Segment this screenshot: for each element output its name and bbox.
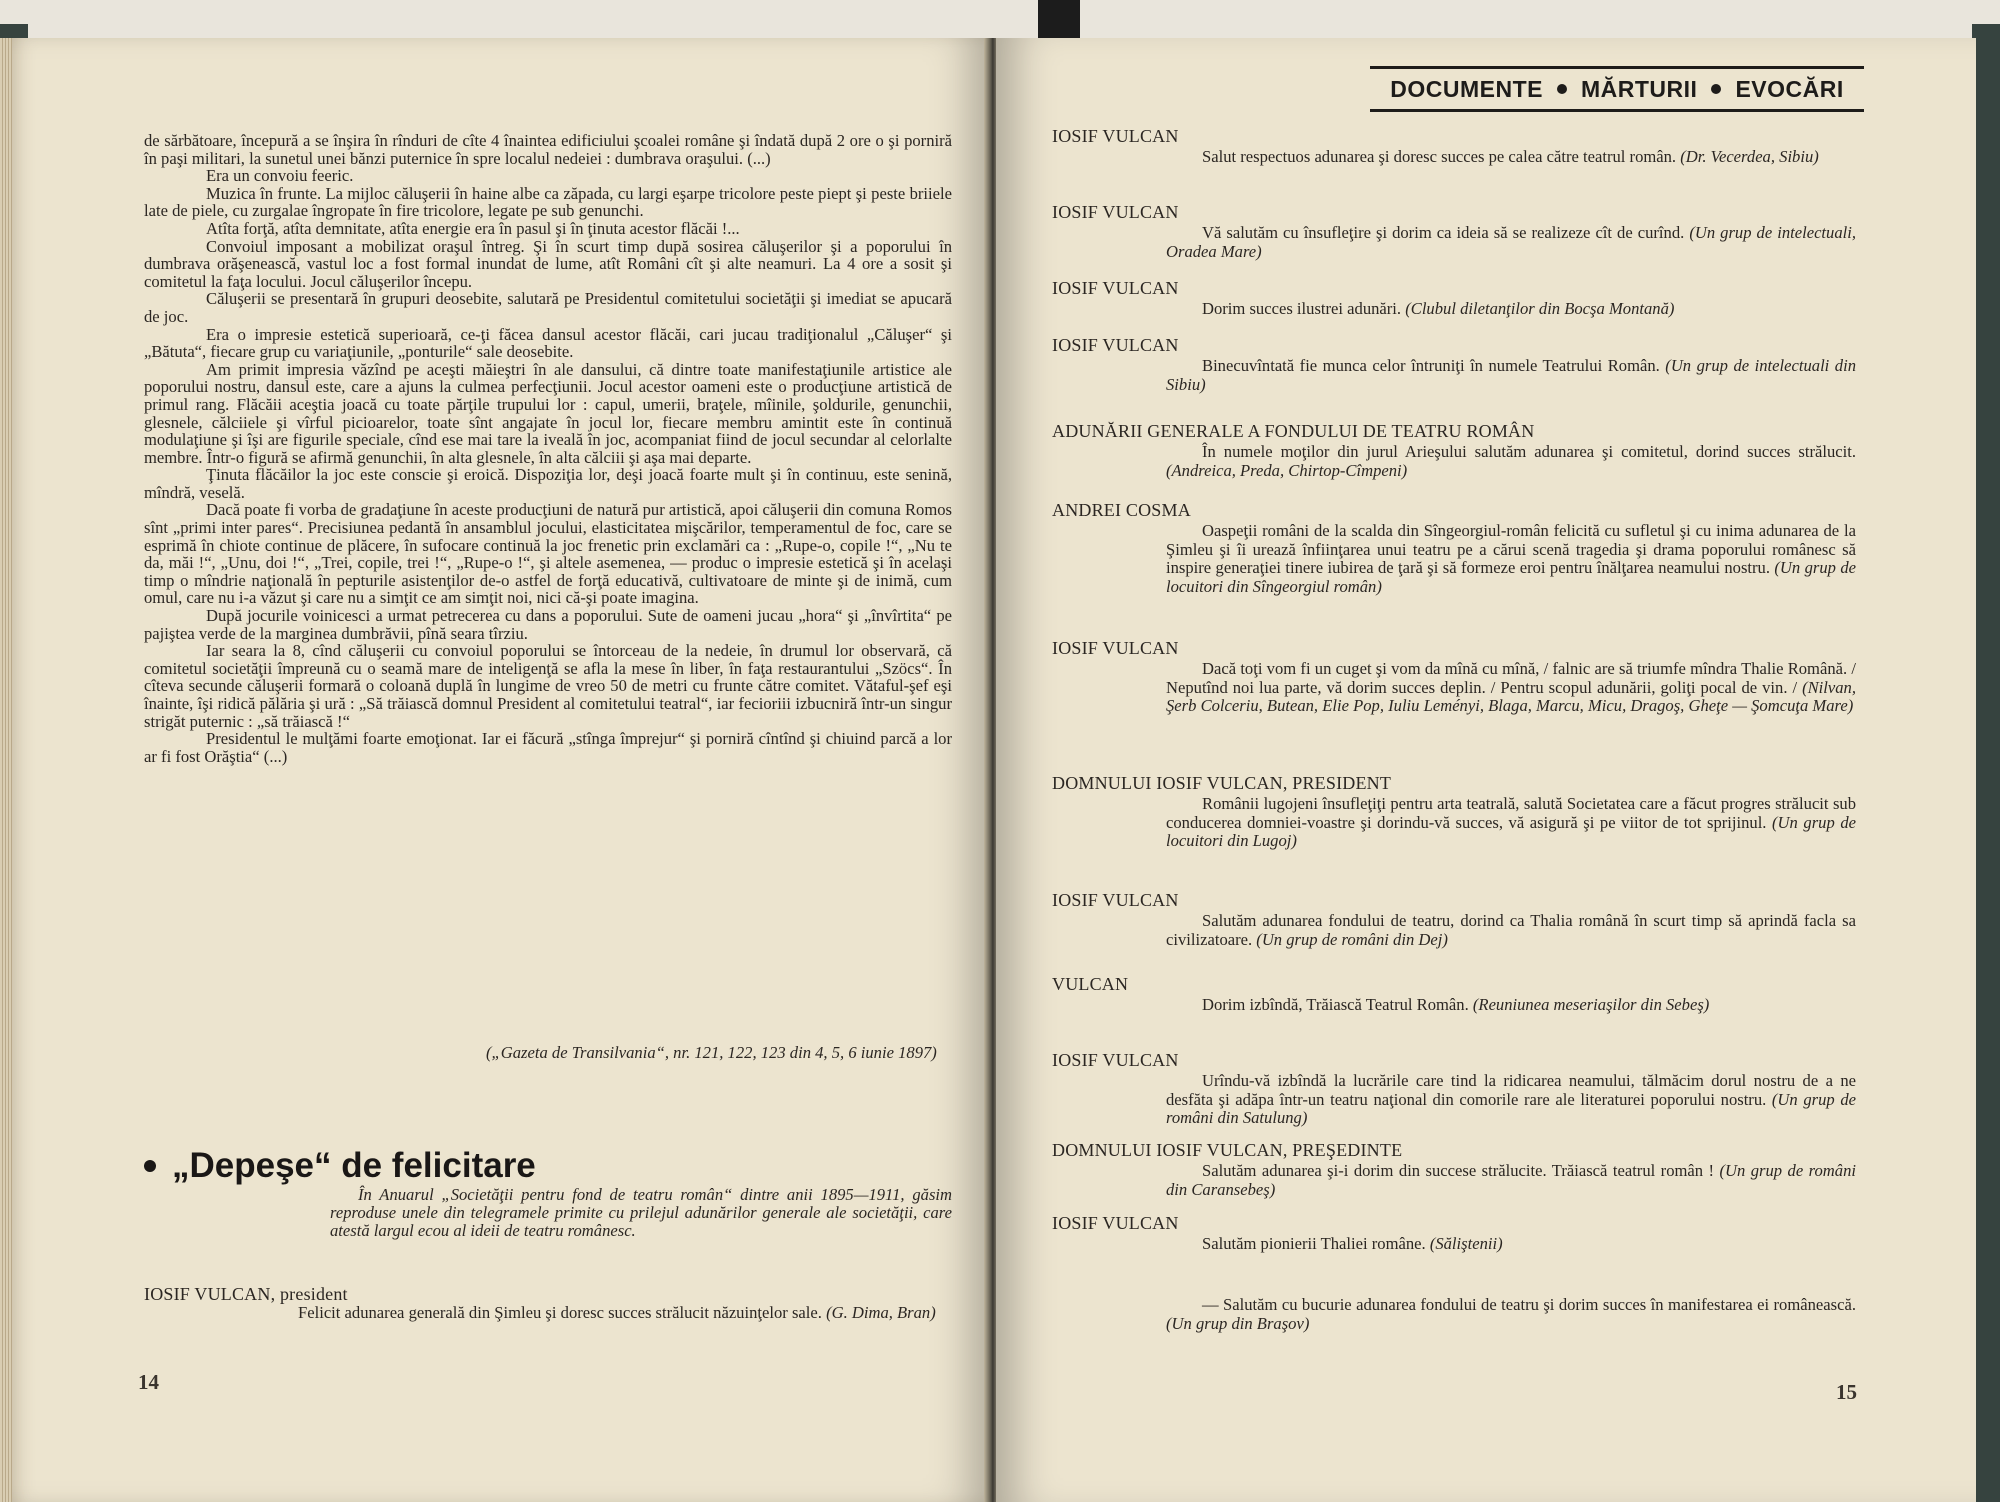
telegram-text: Dorim succes ilustrei adunări. [1202, 299, 1406, 318]
left-page [8, 38, 990, 1502]
telegram-text: Românii lugojeni însufleţiţi pentru arta teatrală, salută Societatea care a făcut progres strălucit sub conducerea domniei-voastre şi dorindu-vă succes, vă asigură şi pe viitor de tot sprijinul. [1166, 794, 1856, 832]
paragraph: Am primit impresia văzînd pe aceşti măieştri în ale dansului, că dintre toate manifestaţiunile artistice ale poporului nostru, dansul este, care a ajuns la culmea perfecţiunii. Jocul acestor oameni este o producţiune artistică de primul rang. Flăcăii aceştia joacă cu toate părţile trupului lor : capul, umerii, braţele, mîinile, şoldurile, genunchii, glesnele, călciiele şi vîrful picioarelor, toate sînt angajate în jocul lor, fiecare membru amintit este în continuă modulaţiune şi îşi are figurile speciale, cînd ese mai tare la iveală în joc, acompaniat fiind de jocul secundar al celorlalte membre. Într-o figură se afirmă genunchii, în alta glesnele, în alta călciii şi aşa mai departe. [144, 359, 952, 467]
telegram-source: (Dr. Vecerdea, Sibiu) [1680, 147, 1819, 166]
paragraph: Muzica în frunte. La mijloc căluşerii în haine albe ca zăpada, cu largi eşarpe tricolore peste piept şi peste briiele late de piele, cu zurgalae îngropate în fire tricolore, legate pe sub genunchi. [144, 183, 952, 221]
telegram-addressee: DOMNULUI IOSIF VULCAN, PRESIDENT [1052, 773, 1392, 793]
telegram-source: (Andreica, Preda, Chirtop-Cîmpeni) [1166, 460, 1408, 480]
page-number-left: 14 [138, 1370, 159, 1394]
telegram-source: (Reuniunea meseriaşilor din Sebeş) [1472, 995, 1710, 1014]
telegram-source: (Un grup de intelectuali, Oradea Mare) [1166, 223, 1857, 261]
telegram-text: Felicit adunarea generală din Şimleu şi doresc succes strălucit năzuinţelor sale. [298, 1303, 822, 1322]
telegram-message [1166, 996, 1856, 1015]
telegram-text: Salutăm adunarea şi-i dorim din succese strălucite. Trăiască teatrul român ! [1202, 1161, 1720, 1180]
dot-icon [1557, 84, 1567, 94]
paragraph: Ţinuta flăcăilor la joc este conscie şi eroică. Dispoziţia lor, deşi joacă foarte mult şi în continuu, este senină, mîndră, veselă. [144, 465, 952, 502]
telegram-text: Dorim izbîndă, Trăiască Teatrul Român. [1202, 995, 1473, 1014]
telegram-addressee: IOSIF VULCAN [1052, 638, 1179, 658]
top-background [0, 0, 2000, 42]
telegram-message [1166, 443, 1856, 480]
telegram-text: Salutăm adunarea fondului de teatru, dorind ca Thalia română în scurt timp să aprindă facla sa civilizatoare. [1166, 911, 1856, 949]
telegram-text: În numele moţilor din jurul Arieşului salutăm adunarea şi comitetul, dorind succes strălucit. [1202, 442, 1856, 461]
telegram-addressee: ANDREI COSMA [1052, 500, 1191, 520]
article-text [144, 132, 952, 765]
section-header [1370, 66, 1864, 112]
telegram-source: (Un grup de români din Caransebeş) [1166, 1161, 1856, 1199]
paragraph: Căluşerii se presentară în grupuri deosebite, salutară pe Presidentul comitetului societăţii şi imediat se apucară de joc. [144, 289, 952, 326]
telegram-source: (Un grup din Braşov) [1166, 1313, 1310, 1333]
telegram-addressee: ADUNĂRII GENERALE A FONDULUI DE TEATRU ROMÂN [1052, 421, 1535, 441]
telegram-message [1166, 912, 1856, 949]
telegram-message [1166, 148, 1856, 167]
paragraph: Presidentul le mulţămi foarte emoţionat. Iar ei făcură „stînga împrejur“ şi porniră cîntînd şi chiuind parcă a lor ar fi fost Orăştia“ (...) [144, 729, 952, 766]
telegram-source: (Săliştenii) [1429, 1234, 1503, 1253]
paragraph: Dacă poate fi vorba de gradaţiune în aceste producţiuni de natură pur artistică, apoi căluşerii din comuna Romos sînt „primi inter pares“. Precisiunea pedantă în ansamblul jocului, elasticitatea mişcărilor, temperamentul de foc, care se esprimă în chiote continue de plăcere, în sufocare continuă la joc frenetic prin exclamări ca : „Rupe-o, copile !“, „Nu te da, măi !“, „Unu, doi !“, „Trei, copile, trei !“, „Rupe-o !“, şi altele asemenea, — produc o impresie estetică şi în acelaşi timp o mîndrie naţională în pepturile asistenţilor de-o astfel de forţă educativă, cultivatoare de minte şi de inimă, cum omul, care nu i-a văzut şi care nu a simţit ce am simţit noi, nici că-şi poate imagina. [144, 500, 952, 608]
paragraph: Iar seara la 8, cînd căluşerii cu convoiul poporului se întorceau de la nedeie, în drumul lor observară, că comitetul societăţii împreună cu o seamă mare de inteligenţă se afla la mese în liber, în faţa restaurantului „Szöcs“. În cîteva secunde căluşerii formară o coloană duplă în lungime de vreo 50 de metri cu frunte către comitet. Vătaful-şef eşi înainte, îşi ridică pălăria şi ură : „Să trăiască domnul President al comitetului teatral“, iar fecioriii izbucniră într-un singur strigăt puternic : „să trăiască !“ [144, 641, 952, 731]
paragraph: Convoiul imposant a mobilizat oraşul întreg. Şi în scurt timp după sosirea căluşerilor şi a poporului în dumbrava orăşenească, vastul loc a fost formal inundat de lume, atît Români cît şi alte neamuri. La 4 ore a sosit şi comitetul la faţa locului. Jocul căluşerilor începu. [144, 236, 952, 291]
telegram-message [1166, 1235, 1856, 1254]
telegram-addressee: IOSIF VULCAN [1052, 202, 1179, 222]
intro-text: În Anuarul „Societăţii pentru fond de teatru român“ dintre anii 1895—1911, găsim reproduse unele din telegramele primite cu prilejul adunărilor generale ale societăţii, care atestă largul ecou al ideii de teatru românesc. [330, 1185, 952, 1240]
telegram-source: (Un grup de locuitori din Lugoj) [1166, 812, 1856, 850]
telegram-text: — Salutăm cu bucurie adunarea fondului de teatru şi dorim succes în manifestarea ei românească. [1202, 1295, 1856, 1314]
telegram-message [1166, 1162, 1856, 1199]
paragraph: Atîta forţă, atîta demnitate, atîta energie era în pasul şi în ţinuta acestor flăcăi !... [206, 218, 740, 238]
telegram-addressee: IOSIF VULCAN [1052, 1213, 1179, 1233]
dot-icon [1711, 84, 1721, 94]
header-item: MĂRTURII [1581, 75, 1698, 102]
paragraph: Era o impresie estetică superioară, ce-ţi făcea dansul acestor flăcăi, cari jucau tradiţionalul „Căluşer“ şi „Bătuta“, fiecare grup cu variaţiunile, „ponturile“ sale deosebite. [144, 324, 952, 362]
book-spine-top [1038, 0, 1080, 42]
telegram-message [258, 1304, 950, 1323]
paragraph: Era un convoiu feeric. [206, 166, 354, 186]
cover-edge-right [1972, 24, 2000, 1502]
telegram-message [1166, 522, 1856, 596]
telegram-source: (Un grup de intelectuali din Sibiu) [1166, 356, 1857, 394]
telegram-text: Salutăm pionierii Thaliei române. [1202, 1234, 1430, 1253]
paragraph: de sărbătoare, începură a se înşira în rînduri de cîte 4 înaintea edificiului şcoalei române şi îndată după 2 ore o şi porniră în paşi militari, la sunetul unei bănzi puternice în spre localul nedeiei : dumbrava oraşului. (...) [144, 131, 952, 168]
header-item: DOCUMENTE [1390, 75, 1543, 102]
telegram-text: Oaspeţii români de la scalda din Sîngeorgiul-român felicită cu sufletul şi cu inima adunarea de la Şimleu şi îi urează înfiinţarea unui teatru pe a cărui scenă tragedia şi drama poporului românesc să inspire generaţiei tinere iubirea de ţară şi să formeze eroi pentru înălţarea neamului nostru. [1166, 521, 1856, 577]
page-number-right: 15 [1836, 1380, 1857, 1404]
telegram-message [1166, 660, 1856, 716]
telegram-message [1166, 795, 1856, 851]
section-title-text: „Depeşe“ de felicitare [172, 1146, 536, 1185]
telegram-message [1166, 357, 1856, 394]
telegram-source: (Un grup de români din Dej) [1256, 929, 1448, 949]
telegram-addressee: DOMNULUI IOSIF VULCAN, PREŞEDINTE [1052, 1140, 1403, 1160]
source-citation: („Gazeta de Transilvania“, nr. 121, 122, 123 din 4, 5, 6 iunie 1897) [486, 1043, 937, 1062]
telegram-text: Dacă toţi vom fi un cuget şi vom da mînă cu mînă, / falnic are să triumfe mîndra Thalie Română. / Neputînd noi lua parte, vă dorim succes deplin. / Pentru scopul adunării, goliţi pocal de vin. / [1166, 659, 1856, 697]
telegram-addressee: IOSIF VULCAN [1052, 126, 1179, 146]
telegram-source: (Nilvan, Şerb Colceriu, Butean, Elie Pop, Iuliu Leményi, Blaga, Marcu, Micu, Dragoş, Gheţe — Şomcuţa Mare) [1166, 677, 1856, 715]
telegram-message [1166, 1072, 1856, 1128]
telegram-message [1166, 300, 1856, 319]
telegram-addressee: VULCAN [1052, 974, 1129, 994]
telegram-addressee: IOSIF VULCAN [1052, 278, 1179, 298]
telegram-source: (Clubul diletanţilor din Bocşa Montană) [1405, 299, 1675, 318]
telegram-text: Vă salutăm cu însufleţire şi dorim ca ideia să se realizeze cît de curînd. [1202, 223, 1690, 242]
telegram-addressee: IOSIF VULCAN [1052, 890, 1179, 910]
telegram-text: Urîndu-vă izbîndă la lucrările care tind la ridicarea neamului, tălmăcim dorul nostru de a ne desfăta şi adăpa într-un teatru naţional din comorile rare ale literaturei poporului nostru. [1166, 1071, 1856, 1109]
telegram-text: Salut respectuos adunarea şi doresc succes pe calea către teatrul român. [1202, 147, 1681, 166]
telegram-source: (Un grup de locuitori din Sîngeorgiul român) [1166, 558, 1856, 596]
telegram-addressee: IOSIF VULCAN [1052, 335, 1179, 355]
telegram-addressee: IOSIF VULCAN, president [144, 1284, 348, 1304]
telegram-source: (G. Dima, Bran) [826, 1303, 936, 1322]
header-item: EVOCĂRI [1735, 75, 1844, 102]
right-page [996, 38, 1976, 1502]
telegram-message [1166, 224, 1856, 261]
page-stack-left [0, 38, 12, 1502]
bullet-icon [144, 1160, 156, 1172]
telegram-addressee: IOSIF VULCAN [1052, 1050, 1179, 1070]
telegram-text: Binecuvîntată fie munca celor întruniţi în numele Teatrului Român. [1202, 356, 1666, 375]
paragraph: După jocurile voinicesci a urmat petrecerea cu dans a poporului. Sute de oameni jucau „hora“ şi „învîrtita“ pe pajiştea verde de la marginea dumbrăvii, pînă seara tîrziu. [144, 606, 952, 643]
telegram-message [1166, 1296, 1856, 1333]
telegram-source: (Un grup de români din Satulung) [1166, 1089, 1856, 1127]
